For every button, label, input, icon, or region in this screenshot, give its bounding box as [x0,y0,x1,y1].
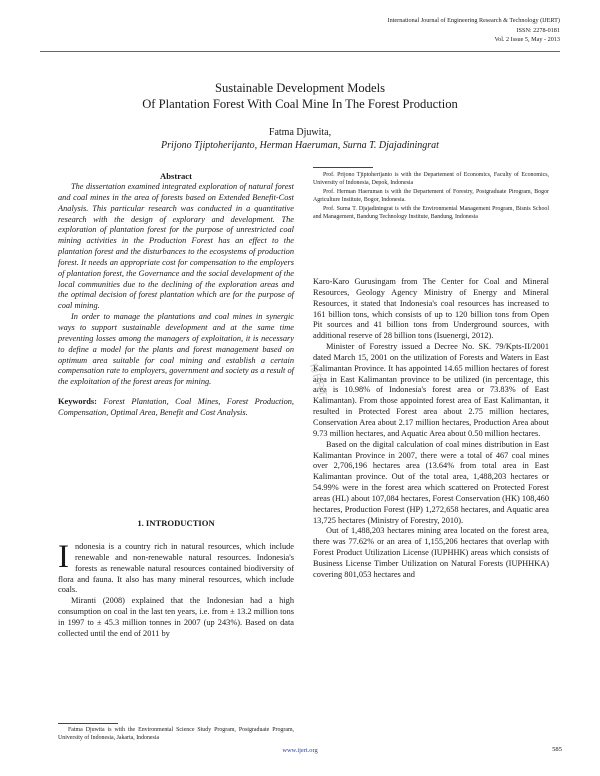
abstract-section [58,171,294,419]
abstract-paragraph-2: In order to manage the plantations and coal mines in synergic ways to support sustainable development and at the same time preventing losses among the managers of exploitation, it is necessary to define a model for the plants and forest management based on optimum area suitable for coal mining and establish a certain compensation rate to employers, government and society as a result of the exploitation of the forest areas for mining. [58,312,294,387]
intro-paragraph-2: Miranti (2008) explained that the Indonesian had a high consumption on coal in the last ten years, i.e. from ± 13.2 million tons in 1997 to ± 45.3 million tonnes in 2007 (up 243%). Based on data collected until the end of 2011 by [58,596,294,638]
watermark: IJERT [306,362,329,400]
author-coauthors: Prijono Tjiptoherijanto, Herman Haeruman, Surna T. Djajadiningrat [161,140,439,151]
introduction-heading: 1. INTRODUCTION [137,518,215,528]
right-column-body [313,277,549,581]
body-paragraph-4: Out of 1,488,203 hectares mining area located on the forest area, there was 77.62% or an area of 1,155,206 hectares that overlap with Forest Product Utilization License (IUPHHK) areas which consists of Business License Timber Utilization on Natural Forests (IUPHHKA) covering 801,053 hectares and [313,526,549,579]
footnote-rule [58,723,118,724]
footnote-author-2: Prof. Prijono Tjiptoherijanto is with the Departement of Economics, Faculty of Economics, University of Indonesia, Depok, Indonesia [313,172,549,186]
keywords [58,397,294,419]
abstract-paragraph-1: The dissertation examined integrated exploration of natural forest and coal mines in the area of forests based on Extended Benefit-Cost Analysis. This particular research was conducted in a quantitative research with the design of explorary and development. The exploration of plantation forest for the purpose of unrestricted coal mining activities in the Production Forest has an effect to the plantation forest and the disturbances to the ecosystems of production forest. It needs an appropriate cost for compensation to the employers of plantation forest, the Governance and the social development of the local communities due to the declining of the exploration areas and the optimal decision of forest plantation which are for the purpose of coal mining. [58,182,294,311]
drop-cap: I [58,539,69,575]
footnote-author-4: Prof. Surna T. Djajadiningrat is with the Environmental Management Program, Bisnis School and Management, Bandung Technology Institute, Bandung, Indonesia [313,206,549,220]
footnote-author-1: Fatma Djuwita is with the Environmental Science Study Program, Postgraduate Program, University of Indonesia, Jakarta, Indonesia [58,727,294,741]
author-primary: Fatma Djuwita, [268,127,332,138]
title-line-2: Of Plantation Forest With Coal Mine In The Forest Production [142,97,458,111]
paper-title [0,80,600,112]
body-paragraph-3: Based on the digital calculation of coal mines distribution in East Kalimantan Province in 2007, there were a total of 467 coal mines over 2,706,196 hectares area (13.64% from total area in East Kalimantan province. Out of the total area, 1,488,203 hectares or 54.99% were in the forest area which scattered on Protected Forest areas (HL) about 107,084 hectares, Forest Conservation (HK) 108,460 hectares, Production Forest (HP) 1,272,658 hectares, and Aquatic area 13,725 hectares (Ministry of Forestry, 2010). [313,439,549,525]
footnotes-right [313,172,549,222]
running-header [388,16,560,45]
header-rule [40,51,560,52]
footnote-author-3: Prof. Herman Haeruman is with the Departement of Forestry, Postgraduate Pirogram, Bogor Agriculture Institute, Bogor, Indonesia. [313,189,549,203]
footnote-left [58,727,294,742]
keywords-text: Forest Plantation, Coal Mines, Forest Production, Compensation, Optimal Area, Benefit and Cost Analysis. [58,397,294,417]
abstract-heading: Abstract [160,171,192,181]
volume-issue: Vol. 2 Issue 5, May - 2013 [494,36,560,43]
body-paragraph-2: Minister of Forestry issued a Decree No. SK. 79/Kpts-II/2001 dated March 15, 2001 on the utilization of Forests and Waters in East Kalimantan Province. It has appointed 14.65 million hectares of forest area in East Kalimantan province to be utilized (in percentage, this area is 10.98% of Indonesia's forest area or 73.83% of East Kalimantan). From those appointed forest area of East Kalimantan, it resulted in Protected Forest area about 2.75 million hectares, Conservation Area about 2.17 million hectares, Production Area about 9.73 million hectares, and Aquatic Area about 0.50 million hectares. [313,342,549,438]
issn: ISSN: 2278-0181 [516,26,560,34]
page-number: 585 [552,746,562,753]
journal-name: International Journal of Engineering Research & Technology (IJERT) [387,17,560,24]
intro-paragraph-1: Indonesia is a country rich in natural resources, which include renewable and non-renewable natural resources. Indonesia's forests as renewable natural resources contained biodiversity of flora and fauna. It also has many mineral resources, which include coals. [58,539,294,595]
keywords-label: Keywords: [58,397,97,407]
footer-url[interactable]: www.ijert.org [282,747,318,754]
introduction-section [58,539,294,640]
title-line-1: Sustainable Development Models [215,81,385,95]
body-paragraph-1: Karo-Karo Gurusingam from The Center for Coal and Mineral Resources, Geology Agency Ministry of Energy and Mineral Resources, it stated that Indonesia's coal resources has increased to 161 billion tons, which consists of up to 120 billion tons from Open Pit sources and 41 billion tons from Underground sources, with additional reserve of 28 billion tons (Isuenergi, 2012). [313,277,549,341]
footnote-rule-right [313,167,373,168]
